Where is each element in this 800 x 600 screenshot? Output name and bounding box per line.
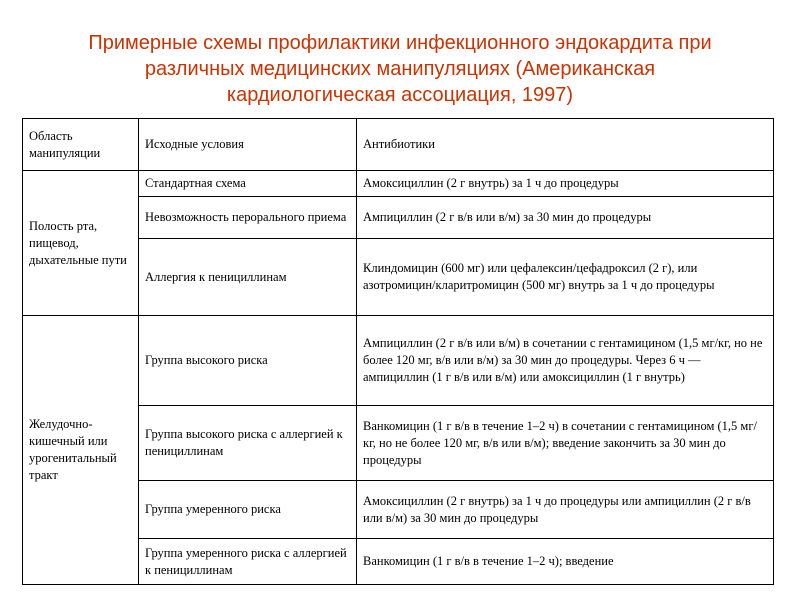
condition-cell: Аллергия к пенициллинам: [139, 239, 357, 316]
header-conditions: Исходные условия: [139, 119, 357, 171]
condition-cell: Группа высокого риска: [139, 316, 357, 406]
antibiotics-cell: Ампициллин (2 г в/в или в/м) за 30 мин до процедуры: [357, 197, 774, 239]
antibiotics-cell: Ванкомицин (1 г в/в в течение 1–2 ч) в сочетании с гентамицином (1,5 мг/кг, но не более 120 мг, в/в или в/м); введение закончить за 30 мин до процедуры: [357, 406, 774, 481]
area-cell-gi: Желудочно-кишечный или урогенитальный тракт: [23, 316, 139, 585]
slide-title: [30, 30, 770, 108]
slide-title-line-2: различных медицинских манипуляциях (Американская: [144, 58, 656, 80]
table-header-row: [23, 119, 774, 171]
header-antibiotics: Антибиотики: [357, 119, 774, 171]
condition-cell: Группа высокого риска с аллергией к пенициллинам: [139, 406, 357, 481]
prophylaxis-table: [22, 118, 774, 585]
condition-cell: Невозможность перорального приема: [139, 197, 357, 239]
condition-cell: Группа умеренного риска с аллергией к пенициллинам: [139, 539, 357, 585]
antibiotics-cell: Амоксициллин (2 г внутрь) за 1 ч до процедуры: [357, 171, 774, 197]
area-cell-oral: Полость рта, пищевод, дыхательные пути: [23, 171, 139, 316]
table-row: [23, 171, 774, 197]
header-area: Область манипуляции: [23, 119, 139, 171]
antibiotics-cell: Амоксициллин (2 г внутрь) за 1 ч до процедуры или ампициллин (2 г в/в или в/м) за 30 мин до процедуры: [357, 481, 774, 539]
antibiotics-cell: Ампициллин (2 г в/в или в/м) в сочетании с гентамицином (1,5 мг/кг, но не более 120 мг, в/в или в/м) за 30 мин до процедуры. Через 6 ч — ампициллин (1 г в/в или в/м) или амоксициллин (1 г внутрь): [357, 316, 774, 406]
condition-cell: Стандартная схема: [139, 171, 357, 197]
slide-title-line-1: Примерные схемы профилактики инфекционного эндокардита при: [88, 32, 712, 54]
condition-cell: Группа умеренного риска: [139, 481, 357, 539]
antibiotics-cell: Клиндомицин (600 мг) или цефалексин/цефадроксил (2 г), или азотромицин/кларитромицин (500 мг) внутрь за 1 ч до процедуры: [357, 239, 774, 316]
table-row: [23, 316, 774, 406]
antibiotics-cell: Ванкомицин (1 г в/в в течение 1–2 ч); введение: [357, 539, 774, 585]
slide-title-line-3: кардиологическая ассоциация, 1997): [226, 84, 574, 106]
